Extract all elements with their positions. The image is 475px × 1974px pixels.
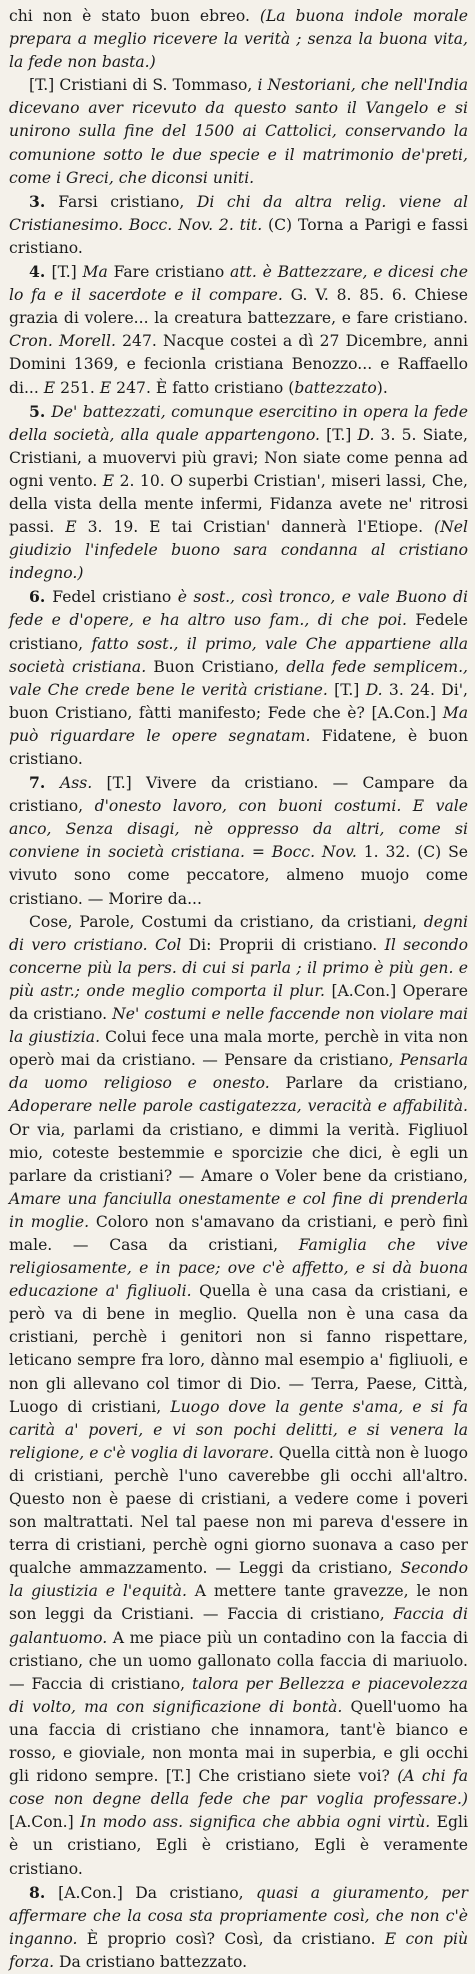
text-segment: [T.] Cristiani di S. Tommaso, — [29, 76, 258, 95]
text-segment: d'onesto lavoro, con buoni costumi. E vale anco, Senza disagi, nè oppresso da altri, come si conviene in società cristiana. — [9, 797, 468, 862]
text-segment: È proprio così? Così, da cristiano. — [77, 1929, 385, 1948]
text-segment: talora per Bellezza e piacevolezza di volto, ma con significazione di bontà. — [9, 1674, 468, 1716]
text-segment: ). — [376, 378, 388, 397]
text-segment: E con più forza. — [9, 1929, 468, 1971]
text-segment: fatto sost., il primo, vale Che appartiene alla società cristiana. — [9, 634, 468, 676]
text-segment: i Nestoriani, che nell'India dicevano aver ricevuto da questo santo il Vangelo e si unirono sulla fine del 1500 ai Cattolici, conservando la comunione sotto le due specie e il matrimonio de'preti, come i Greci, che diconsi uniti. — [9, 76, 468, 187]
text-segment: E — [102, 471, 115, 490]
text-segment: E — [43, 378, 56, 397]
text-segment: E — [99, 378, 112, 397]
text-segment: Fare cristiano — [107, 263, 231, 282]
text-segment: Il secondo concerne più la pers. di cui si parla ; il primo è più gen. e più astr.; onde meglio comporta il plur. — [9, 935, 469, 1000]
text-segment: quasi a giuramento, per affermare che la cosa sta propriamente così, che non c'è inganno. — [9, 1883, 468, 1948]
text-segment: Bocc. Nov. 2. tit. — [123, 215, 269, 234]
entry-paragraph-p9 — [9, 1881, 468, 1974]
text-segment: Farsi cristiano, — [58, 192, 197, 211]
text-segment: Fedele cristiano, — [9, 611, 469, 653]
text-segment: D. — [357, 425, 375, 444]
text-segment: battezzato — [294, 378, 377, 397]
entry-paragraph-p3 — [9, 190, 468, 260]
text-segment: 247. È fatto cristiano ( — [111, 378, 295, 397]
text-segment: è sost., così tronco, e vale Buono di fede e d'opere, e ha altro uso fam., di che poi. — [9, 588, 469, 630]
text-segment: Di chi da altra relig. viene al Cristianesimo. — [9, 192, 468, 234]
text-segment: Ass. — [60, 774, 93, 793]
text-segment: Ma — [82, 263, 108, 282]
text-segment: Luogo dove la gente s'ama, e si fa carità a' poveri, e vi son pochi delitti, e si venera la religione, e c'è voglia di lavorare. — [9, 1397, 468, 1462]
text-segment: Famiglia che vive religiosamente, e in pace; ove c'è affetto, e si dà buona educazione a' figliuoli. — [9, 1235, 469, 1301]
text-segment: Colui fece una mala morte, perchè in vita non operò mai da cristiano. — Pensare da cristiano, — [9, 1028, 468, 1070]
text-segment: Di: Proprii di cristiano. — [181, 935, 385, 954]
entry-paragraph-p2 — [9, 74, 468, 189]
text-segment: A mettere tante gravezze, le non son leggi da Cristiani. — Faccia di cristiano, — [9, 1582, 469, 1624]
text-segment: [A.Con.] Operare da cristiano. — [9, 981, 468, 1024]
text-segment: Bocc. Nov. — [271, 843, 357, 862]
text-segment: 7. — [29, 773, 61, 793]
text-segment: (A chi fa cose non degne della fede che par voglia professare.) — [9, 1767, 468, 1809]
text-segment: [A.Con.] Da cristiano, — [58, 1883, 257, 1902]
text-segment: (La buona indole morale prepara a meglio ricevere la verità ; senza la buona vita, la fede non basta.) — [9, 7, 468, 72]
text-segment: att. è Battezzare, e dicesi che lo fa e il sacerdote e il compare. — [9, 263, 468, 305]
text-segment: [T.] — [320, 425, 358, 444]
text-segment: A me piace più un contadino con la faccia di cristiano, che un uomo gallonato colla faccia di mariuolo. — Faccia di cristiano, — [9, 1628, 468, 1693]
text-segment: della fede semplicem., vale Che crede bene le verità cristiane. — [9, 657, 469, 699]
text-segment: Egli è un cristiano, Egli è cristiano, Egli è veramente cristiano. — [9, 1813, 468, 1878]
text-segment: degni di vero cristiano. Col — [9, 912, 468, 954]
text-segment: D. — [365, 680, 383, 699]
text-segment: Parlare da cristiano, — [269, 1074, 468, 1093]
text-segment: Da cristiano battezzato. — [54, 1952, 248, 1971]
entry-paragraph-p4 — [9, 260, 468, 400]
text-segment: Ma può riguardare le opere segnatam. — [9, 703, 468, 745]
text-segment: 8. — [29, 1882, 59, 1902]
text-segment: In modo ass. significa che abbia ogni virtù. — [80, 1813, 431, 1832]
text-segment: G. V. 8. 85. 6. Chiese grazia di volere... la creatura battezzare, e fare cristiano. — [9, 286, 468, 328]
text-segment: 247. Nacque costei a dì 27 Dicembre, anni Domini 1369, e fecionla cristiana Benozzo... e Raffaello di... — [9, 332, 469, 397]
text-segment: (C) Torna a Parigi e fassi cristiano. — [9, 215, 468, 257]
text-segment: 5. — [29, 401, 52, 421]
text-segment: 3. 5. Siate, Cristiani, a muovervi più gravi; Non siate come penna ad ogni vento. — [9, 425, 468, 490]
text-segment: 3. 24. Di', buon Cristiano, fàtti manifesto; Fede che è? [A.Con.] — [9, 680, 468, 722]
text-segment: [T.] — [327, 680, 366, 699]
text-segment: 3. — [29, 191, 59, 211]
text-segment: Or via, parlami da cristiano, e dimmi la verità. Figliuol mio, coteste bestemmie e sporcizie che dici, è egli un parlare da cristiani? — Amare o Voler bene da cristiano, — [9, 1120, 468, 1185]
text-segment: De' battezzati, comunque esercitino in opera la fede della società, alla quale appartengono. — [9, 402, 468, 444]
text-segment: [T.] Vivere da cristiano. — Campare da cristiano, — [9, 774, 468, 816]
text-segment: Cose, Parole, Costumi da cristiano, da cristiani, — [29, 912, 424, 931]
text-segment: (Nel giudizio l'infedele buono sara condanna al cristiano indegno.) — [9, 518, 468, 583]
text-segment: 1. 32. (C) Se vivuto sono come peccatore, almeno muojo come cristiano. — Morire da... — [9, 843, 468, 908]
text-segment: 251. — [55, 378, 100, 397]
text-segment: Ne' costumi e nelle faccende non violare mai la giustizia. — [9, 1005, 468, 1047]
text-segment: Amare una fanciulla onestamente e col fine di prenderla in moglie. — [9, 1189, 468, 1231]
text-segment: Quella è una casa da cristiani, e però va di bene in meglio. Quella non è una casa da cristiani, perchè i genitori non si fanno rispettare, leticano sempre fra loro, dànno mal esempio a' figliuoli, e non gli allevano col timor di Dio. — Terra, Paese, Città, Luogo di cristiani, — [9, 1282, 468, 1416]
text-segment: Pensarla da uomo religioso e onesto. — [9, 1051, 468, 1093]
entry-paragraph-p1 — [9, 5, 468, 74]
entry-paragraph-p6 — [9, 585, 468, 771]
text-segment: 2. 10. O superbi Cristian', miseri lassi, Che, della vista della mente infermi, Fidanza avete ne' ritrosi passi. — [9, 471, 468, 537]
text-segment: Quella città non è luogo di cristiani, perchè l'uno caverebbe gli occhi all'altro. Questo non è paese di cristiani, a vedere come i poveri son maltrattati. Nel tal paese non mi pareva d'essere in terra di cristiani, perchè ogni giorno suonava a caso per qualche ammazzamento. — Leggi da cristiano, — [9, 1443, 469, 1578]
text-segment: [A.Con.] — [9, 1813, 81, 1832]
entry-paragraph-p8 — [9, 911, 468, 1881]
text-segment: 3. 19. E tai Cristian' dannerà l'Etiope. — [76, 518, 435, 537]
text-segment: = — [245, 843, 272, 862]
text-segment: [T.] — [51, 263, 83, 282]
entry-paragraph-p5 — [9, 400, 468, 586]
text-segment: Quell'uomo ha una faccia di cristiano che innamora, tant'è bianco e rosso, e gioviale, non monta mai in superbia, e gli occhi gli ridono sempre. [T.] Che cristiano siete voi? — [9, 1697, 468, 1786]
text-segment: Fedel cristiano — [52, 588, 178, 607]
text-segment: Adoperare nelle parole castigatezza, veracità e affabilità. — [9, 1097, 468, 1116]
text-segment: Cron. Morell. — [9, 332, 116, 351]
entry-paragraph-p7 — [9, 771, 468, 911]
text-segment: Coloro non s'amavano da cristiani, e però finì male. — Casa da cristiani, — [9, 1212, 468, 1254]
dictionary-entry-body — [9, 5, 468, 1974]
text-segment: 4. — [29, 262, 52, 282]
text-segment: Fidatene, è buon cristiano. — [9, 726, 468, 768]
text-segment: Buon Cristiano, — [146, 657, 287, 676]
text-segment: Faccia di galantuomo. — [9, 1605, 468, 1647]
text-segment: 6. — [29, 587, 53, 607]
text-segment: chi non è stato buon ebreo. — [9, 7, 260, 25]
text-segment: E — [65, 518, 77, 537]
text-segment: Secondo la giustizia e l'equità. — [9, 1559, 468, 1601]
